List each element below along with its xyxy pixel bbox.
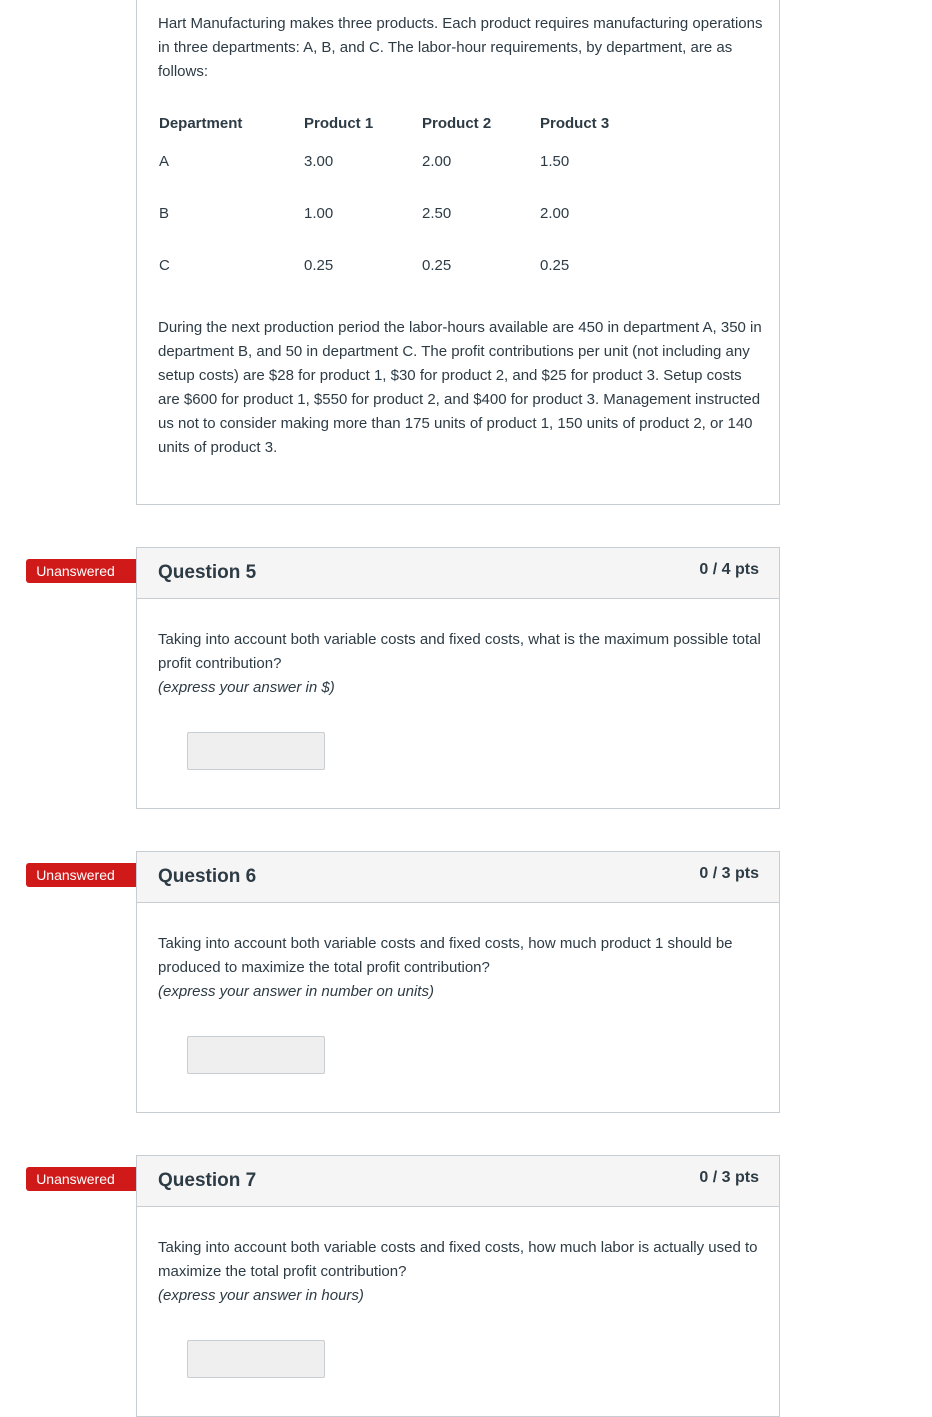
question-header <box>137 852 779 903</box>
table-row <box>159 135 658 187</box>
labor-hours-table <box>159 111 658 291</box>
answer-hint: (express your answer in number on units) <box>158 983 434 1000</box>
column-header: Department <box>159 114 243 132</box>
table-cell: 2.00 <box>422 152 452 170</box>
unanswered-badge: Unanswered <box>26 1167 139 1191</box>
table-cell: 1.50 <box>540 152 570 170</box>
question-points: 0 / 3 pts <box>699 1169 759 1186</box>
table-cell: 1.00 <box>304 204 334 222</box>
question-body <box>158 1236 763 1308</box>
table-cell: 0.25 <box>540 256 570 274</box>
question-body <box>158 628 763 700</box>
table-cell: 3.00 <box>304 152 334 170</box>
answer-input[interactable] <box>187 1340 325 1378</box>
question-body <box>158 932 763 1004</box>
question-points: 0 / 4 pts <box>699 561 759 578</box>
table-header-row <box>159 111 658 135</box>
table-row <box>159 239 658 291</box>
question-text: Taking into account both variable costs and fixed costs, how much labor is actually used to maximize the total profit contribution? <box>158 1239 758 1280</box>
table-row <box>159 187 658 239</box>
question-text: Taking into account both variable costs and fixed costs, how much product 1 should be produced to maximize the total profit contribution? <box>158 935 733 976</box>
constraints-paragraph: During the next production period the labor-hours available are 450 in department A, 350 in department B, and 50 in department C. The profit contributions per unit (not including any setup costs) are $28 for product 1, $30 for product 2, and $25 for product 3. Setup costs are $600 for product 1, $550 for product 2, and $400 for product 3. Management instructed us not to consider making more than 175 units of product 1, 150 units of product 2, or 140 units of product 3. <box>158 319 762 456</box>
question-title: Question 6 <box>158 866 257 887</box>
table-cell: 2.00 <box>540 204 570 222</box>
question-header <box>137 1156 779 1207</box>
table-cell: 2.50 <box>422 204 452 222</box>
table-cell: 0.25 <box>304 256 334 274</box>
table-cell: B <box>159 204 170 222</box>
table-cell: A <box>159 152 170 170</box>
intro-paragraph: Hart Manufacturing makes three products. Each product requires manufacturing operations in three departments: A, B, and C. The labor-hour requirements, by department, are as follows: <box>158 15 763 80</box>
answer-input[interactable] <box>187 1036 325 1074</box>
question-points: 0 / 3 pts <box>699 865 759 882</box>
answer-hint: (express your answer in hours) <box>158 1287 364 1304</box>
question-title: Question 7 <box>158 1170 257 1191</box>
unanswered-badge: Unanswered <box>26 863 139 887</box>
answer-input[interactable] <box>187 732 325 770</box>
question-header <box>137 548 779 599</box>
unanswered-badge: Unanswered <box>26 559 139 583</box>
question-title: Question 5 <box>158 562 257 583</box>
table-cell: 0.25 <box>422 256 452 274</box>
question-text: Taking into account both variable costs and fixed costs, what is the maximum possible total profit contribution? <box>158 631 761 672</box>
question-7-card <box>136 1155 780 1417</box>
question-6-card <box>136 851 780 1113</box>
question-5-card <box>136 547 780 809</box>
table-cell: C <box>159 256 170 274</box>
column-header: Product 2 <box>422 114 492 132</box>
problem-context <box>136 0 780 505</box>
answer-hint: (express your answer in $) <box>158 679 335 696</box>
column-header: Product 1 <box>304 114 374 132</box>
column-header: Product 3 <box>540 114 610 132</box>
